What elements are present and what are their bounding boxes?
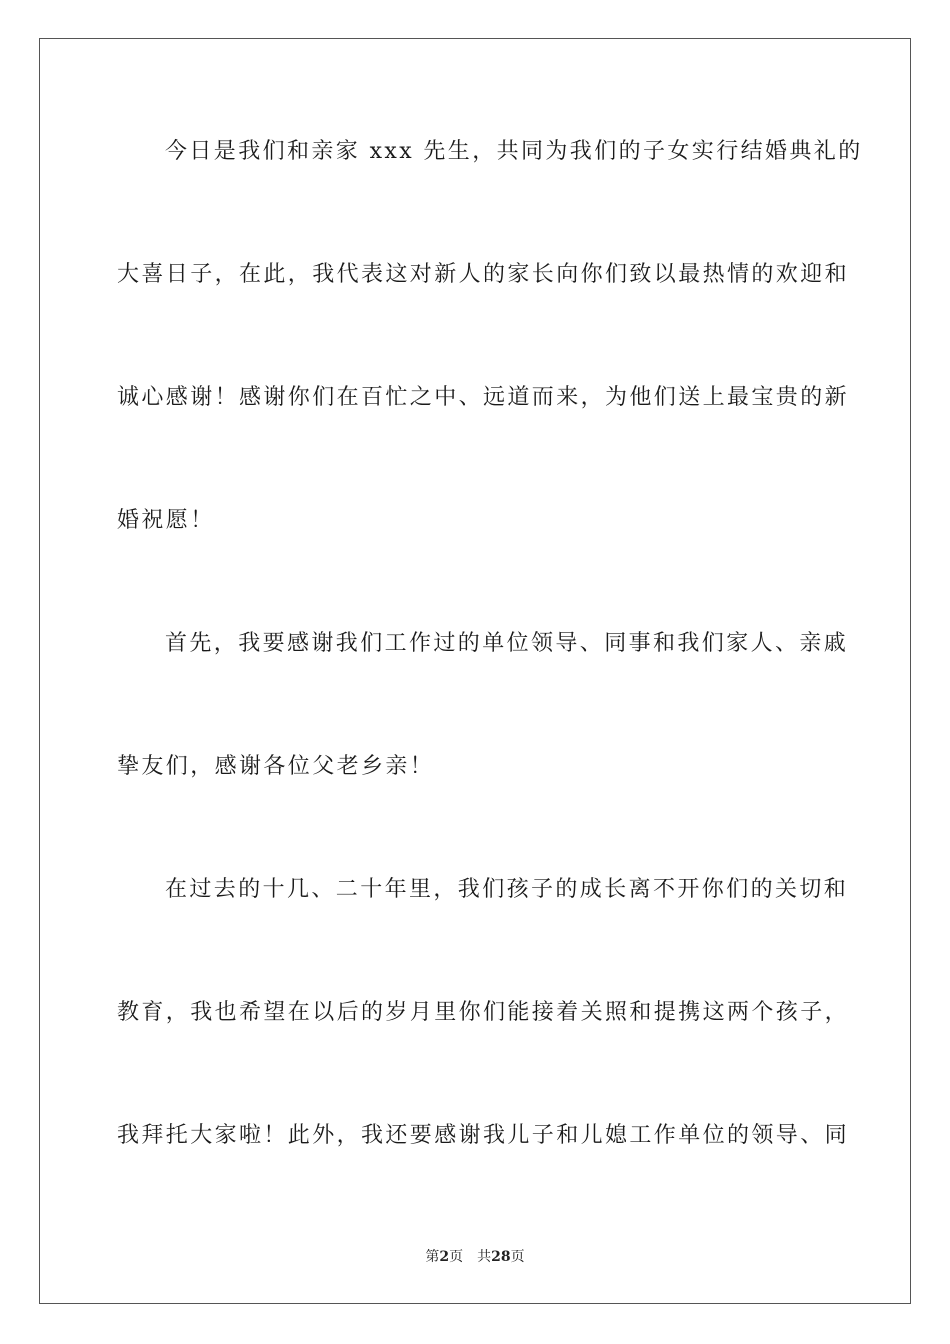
text-line-6: 挚友们，感谢各位父老乡亲！ [117, 754, 435, 779]
page-footer [0, 1246, 950, 1266]
text-line-2: 大喜日子，在此，我代表这对新人的家长向你们致以最热情的欢迎和 [117, 262, 850, 287]
text-line-3: 诚心感谢！感谢你们在百忙之中、远道而来，为他们送上最宝贵的新 [117, 385, 850, 410]
total-prefix: 共 [477, 1249, 492, 1265]
page-suffix: 页 [449, 1249, 464, 1265]
text-line-5: 首先，我要感谢我们工作过的单位领导、同事和我们家人、亲戚 [165, 631, 849, 656]
total-pages: 28 [491, 1249, 511, 1265]
text-line-9: 我拜托大家啦！此外，我还要感谢我儿子和儿媳工作单位的领导、同 [117, 1123, 850, 1148]
text-line-8: 教育，我也希望在以后的岁月里你们能接着关照和提携这两个孩子， [117, 1000, 850, 1025]
document-body [117, 127, 863, 1234]
page-prefix: 第 [425, 1249, 440, 1265]
page-number: 2 [439, 1249, 450, 1265]
text-line-1: 今日是我们和亲家 xxx 先生，共同为我们的子女实行结婚典礼的 [165, 139, 863, 164]
text-line-4: 婚祝愿！ [117, 508, 215, 533]
total-suffix: 页 [510, 1249, 525, 1265]
text-line-7: 在过去的十几、二十年里，我们孩子的成长离不开你们的关切和 [165, 877, 849, 902]
